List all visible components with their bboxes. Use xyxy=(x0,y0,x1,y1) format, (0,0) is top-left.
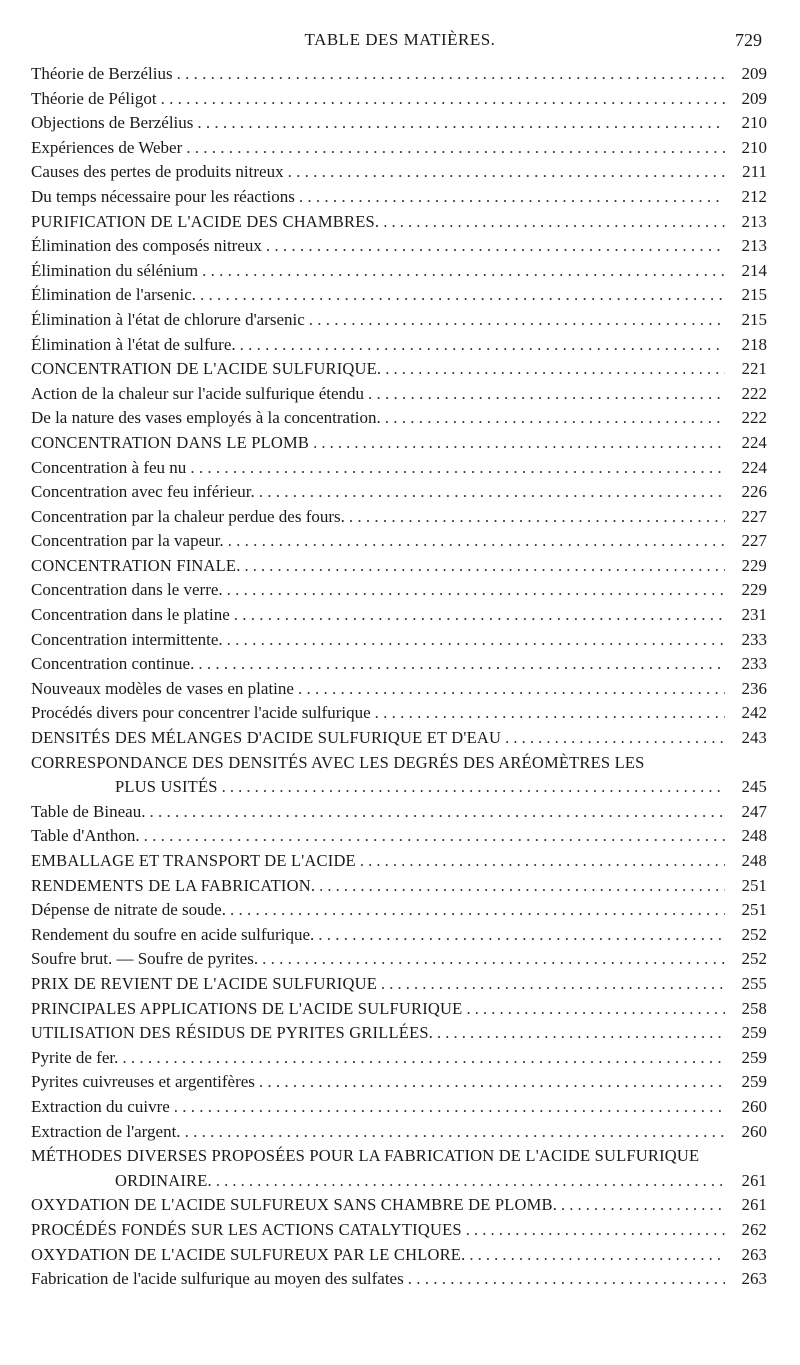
toc-entry-page: 224 xyxy=(741,432,767,452)
running-title: TABLE DES MATIÈRES. xyxy=(304,30,496,49)
dot-leader xyxy=(230,898,725,922)
toc-entry-title: Objections de Berzélius xyxy=(31,113,194,133)
toc-entry-title: Fabrication de l'acide sulfurique au moyen des sulfates xyxy=(31,1269,404,1289)
toc-entry-title: Extraction de l'argent. xyxy=(31,1121,181,1141)
toc-entry-page: 222 xyxy=(741,408,767,428)
dot-leader xyxy=(197,111,725,135)
toc-entry-page: 263 xyxy=(741,1269,767,1289)
toc-entry xyxy=(31,677,767,702)
dot-leader xyxy=(466,1218,725,1242)
toc-entry-page: 260 xyxy=(741,1121,767,1141)
toc-entry xyxy=(31,972,767,997)
dot-leader xyxy=(144,824,725,848)
toc-entry-page: 227 xyxy=(741,506,767,526)
dot-leader xyxy=(381,972,725,996)
toc-entry-page: 236 xyxy=(741,678,767,698)
toc-entry-page: 214 xyxy=(741,260,767,280)
dot-leader xyxy=(259,480,725,504)
toc-entry-title: UTILISATION DES RÉSIDUS DE PYRITES GRILLÉES. xyxy=(31,1023,434,1043)
toc-entry-page: 218 xyxy=(741,334,767,354)
toc-entry xyxy=(31,456,767,481)
toc-entry-continuation xyxy=(31,775,767,800)
toc-entry xyxy=(31,406,767,431)
dot-leader xyxy=(245,554,725,578)
toc-entry-page: 213 xyxy=(741,211,767,231)
toc-entry-page: 259 xyxy=(741,1023,767,1043)
toc-entry-title: Concentration continue. xyxy=(31,654,195,674)
toc-entry-page: 252 xyxy=(741,949,767,969)
dot-leader xyxy=(298,677,725,701)
toc-entry-title: CONCENTRATION DANS LE PLOMB xyxy=(31,432,310,452)
toc-entry-title: PRINCIPALES APPLICATIONS DE L'ACIDE SULFURIQUE xyxy=(31,998,463,1018)
dot-leader xyxy=(288,160,725,184)
toc-entry xyxy=(31,283,767,308)
toc-entry xyxy=(31,1193,767,1218)
toc-entry-title: Concentration par la chaleur perdue des fours. xyxy=(31,506,345,526)
toc-entry xyxy=(31,1144,767,1169)
toc-entry-page: 210 xyxy=(741,137,767,157)
toc-entry xyxy=(31,1218,767,1243)
toc-entry-page: 263 xyxy=(741,1244,767,1264)
dot-leader xyxy=(228,529,725,553)
toc-entry xyxy=(31,997,767,1022)
toc-entry-title: Théorie de Berzélius xyxy=(31,64,173,83)
toc-entry-page: 251 xyxy=(741,900,767,920)
toc-entry-page: 212 xyxy=(741,186,767,206)
toc-entry-page: 259 xyxy=(741,1072,767,1092)
page-header xyxy=(0,30,800,58)
toc-entry-title: PRIX DE REVIENT DE L'ACIDE SULFURIQUE xyxy=(31,973,378,993)
dot-leader xyxy=(190,456,725,480)
toc-entry xyxy=(31,185,767,210)
dot-leader xyxy=(318,923,725,947)
toc-entry-title: CORRESPONDANCE DES DENSITÉS AVEC LES DEGRÉS DES ARÉOMÈTRES LES xyxy=(31,752,645,772)
toc-entry-title: Expériences de Weber xyxy=(31,137,183,157)
toc-entry xyxy=(31,800,767,825)
dot-leader xyxy=(198,652,725,676)
toc-entry-page: 259 xyxy=(741,1047,767,1067)
toc-entry-page: 229 xyxy=(741,580,767,600)
dot-leader xyxy=(469,1243,725,1267)
dot-leader xyxy=(177,62,725,86)
toc-entry-title: Élimination à l'état de sulfure. xyxy=(31,334,236,354)
toc-entry-page: 209 xyxy=(741,88,767,108)
toc-entry xyxy=(31,210,767,235)
dot-leader xyxy=(505,726,725,750)
toc-entry xyxy=(31,1046,767,1071)
dot-leader xyxy=(385,357,725,381)
toc-entry xyxy=(31,652,767,677)
dot-leader xyxy=(561,1193,725,1217)
toc-entry-title: Élimination de l'arsenic. xyxy=(31,285,196,305)
toc-entry xyxy=(31,382,767,407)
toc-entry xyxy=(31,62,767,87)
toc-entry-title: Procédés divers pour concentrer l'acide sulfurique xyxy=(31,703,371,723)
toc-entry-page: 233 xyxy=(741,629,767,649)
dot-leader xyxy=(299,185,725,209)
dot-leader xyxy=(408,1267,725,1291)
toc-entry-title: Pyrites cuivreuses et argentifères xyxy=(31,1072,255,1092)
toc-entry-page: 258 xyxy=(741,998,767,1018)
toc-entry-title: Nouveaux modèles de vases en platine xyxy=(31,678,294,698)
toc-entry xyxy=(31,111,767,136)
toc-entry-title: Concentration dans le platine xyxy=(31,605,230,625)
toc-entry xyxy=(31,1070,767,1095)
toc-entry-title: Table d'Anthon. xyxy=(31,826,140,846)
dot-leader xyxy=(313,431,725,455)
toc-entry-page: 248 xyxy=(741,826,767,846)
toc-entry-page: 222 xyxy=(741,383,767,403)
toc-entry xyxy=(31,1021,767,1046)
toc-entry xyxy=(31,357,767,382)
toc-entry-title: Élimination des composés nitreux xyxy=(31,236,262,256)
toc-entry-page: 211 xyxy=(742,162,767,182)
dot-leader xyxy=(200,283,725,307)
toc-entry-title: MÉTHODES DIVERSES PROPOSÉES POUR LA FABRICATION DE L'ACIDE SULFURIQUE xyxy=(31,1146,700,1166)
toc-entry xyxy=(31,898,767,923)
toc-entry-title: Théorie de Péligot xyxy=(31,88,157,108)
toc-entry xyxy=(31,87,767,112)
toc-entry xyxy=(31,480,767,505)
table-of-contents xyxy=(31,62,767,1292)
toc-entry-page: 221 xyxy=(741,359,767,379)
dot-leader xyxy=(149,800,725,824)
toc-entry-title: Extraction du cuivre xyxy=(31,1096,170,1116)
toc-entry-title: Concentration par la vapeur. xyxy=(31,531,224,551)
dot-leader xyxy=(227,628,725,652)
dot-leader xyxy=(368,382,725,406)
toc-entry xyxy=(31,947,767,972)
toc-entry xyxy=(31,529,767,554)
toc-entry xyxy=(31,554,767,579)
dot-leader xyxy=(309,308,725,332)
toc-entry-page: 224 xyxy=(741,457,767,477)
toc-entry xyxy=(31,160,767,185)
toc-entry-page: 252 xyxy=(741,924,767,944)
toc-entry-continuation xyxy=(31,1169,767,1194)
toc-entry-page: 255 xyxy=(741,973,767,993)
toc-entry xyxy=(31,1243,767,1268)
toc-entry-page: 209 xyxy=(741,64,767,83)
dot-leader xyxy=(360,849,725,873)
toc-entry-page: 227 xyxy=(741,531,767,551)
toc-entry-page: 260 xyxy=(741,1096,767,1116)
toc-entry xyxy=(31,431,767,456)
toc-entry-title: OXYDATION DE L'ACIDE SULFUREUX SANS CHAMBRE DE PLOMB. xyxy=(31,1195,558,1215)
toc-entry xyxy=(31,308,767,333)
toc-entry-title: Concentration intermittente. xyxy=(31,629,223,649)
dot-leader xyxy=(161,87,725,111)
toc-entry-page: 262 xyxy=(741,1219,767,1239)
dot-leader xyxy=(375,701,725,725)
toc-entry xyxy=(31,701,767,726)
toc-entry-title-continuation: ORDINAIRE. xyxy=(115,1170,212,1190)
dot-leader xyxy=(216,1169,725,1193)
dot-leader xyxy=(262,947,725,971)
toc-entry-title: Rendement du soufre en acide sulfurique. xyxy=(31,924,315,944)
toc-entry-title: Concentration dans le verre. xyxy=(31,580,223,600)
dot-leader xyxy=(385,406,725,430)
toc-entry-title: Concentration à feu nu xyxy=(31,457,187,477)
toc-entry-page: 213 xyxy=(741,236,767,256)
toc-entry xyxy=(31,578,767,603)
toc-entry xyxy=(31,234,767,259)
toc-entry-title: Du temps nécessaire pour les réactions xyxy=(31,186,295,206)
toc-entry xyxy=(31,751,767,776)
toc-entry-title: Causes des pertes de produits nitreux xyxy=(31,162,284,182)
dot-leader xyxy=(185,1120,725,1144)
toc-entry xyxy=(31,603,767,628)
toc-entry-page: 233 xyxy=(741,654,767,674)
toc-entry xyxy=(31,726,767,751)
toc-entry xyxy=(31,923,767,948)
toc-entry xyxy=(31,628,767,653)
toc-entry xyxy=(31,1267,767,1292)
toc-entry-page: 242 xyxy=(741,703,767,723)
toc-entry-page: 251 xyxy=(741,875,767,895)
toc-entry-title: PROCÉDÉS FONDÉS SUR LES ACTIONS CATALYTIQUES xyxy=(31,1219,462,1239)
toc-entry-title: Action de la chaleur sur l'acide sulfurique étendu xyxy=(31,383,365,403)
dot-leader xyxy=(186,136,725,160)
dot-leader xyxy=(234,603,725,627)
dot-leader xyxy=(383,210,725,234)
toc-entry xyxy=(31,824,767,849)
toc-entry-page: 215 xyxy=(741,285,767,305)
toc-entry-title-continuation: PLUS USITÉS xyxy=(115,777,218,797)
dot-leader xyxy=(466,997,725,1021)
toc-entry-title: OXYDATION DE L'ACIDE SULFUREUX PAR LE CHLORE. xyxy=(31,1244,466,1264)
toc-entry-title: DENSITÉS DES MÉLANGES D'ACIDE SULFURIQUE ET D'EAU xyxy=(31,728,502,748)
dot-leader xyxy=(122,1046,725,1070)
dot-leader xyxy=(437,1021,725,1045)
toc-entry xyxy=(31,259,767,284)
toc-entry-title: CONCENTRATION DE L'ACIDE SULFURIQUE. xyxy=(31,359,382,379)
dot-leader xyxy=(174,1095,725,1119)
toc-entry xyxy=(31,874,767,899)
toc-entry xyxy=(31,1095,767,1120)
toc-entry-title: Élimination à l'état de chlorure d'arsenic xyxy=(31,309,305,329)
toc-entry-page: 247 xyxy=(741,801,767,821)
toc-entry-page: 261 xyxy=(741,1170,767,1190)
toc-entry xyxy=(31,136,767,161)
toc-entry-page: 243 xyxy=(741,728,767,748)
toc-entry-title: CONCENTRATION FINALE. xyxy=(31,555,241,575)
dot-leader xyxy=(266,234,725,258)
dot-leader xyxy=(202,259,725,283)
toc-entry-page: 229 xyxy=(741,555,767,575)
toc-entry-page: 226 xyxy=(741,482,767,502)
toc-entry-title: Soufre brut. — Soufre de pyrites. xyxy=(31,949,259,969)
toc-entry-page: 245 xyxy=(741,777,767,797)
dot-leader xyxy=(259,1070,725,1094)
toc-entry xyxy=(31,505,767,530)
toc-entry-title: De la nature des vases employés à la concentration. xyxy=(31,408,381,428)
toc-entry xyxy=(31,849,767,874)
toc-entry xyxy=(31,333,767,358)
toc-entry-title: Pyrite de fer. xyxy=(31,1047,119,1067)
toc-entry-page: 215 xyxy=(741,309,767,329)
dot-leader xyxy=(227,578,725,602)
toc-entry-page: 210 xyxy=(741,113,767,133)
toc-entry-title: Élimination du sélénium xyxy=(31,260,199,280)
toc-entry-title: Dépense de nitrate de soude. xyxy=(31,900,226,920)
toc-entry-title: Table de Bineau. xyxy=(31,801,146,821)
dot-leader xyxy=(240,333,725,357)
toc-entry-title: Concentration avec feu inférieur. xyxy=(31,482,255,502)
toc-entry-title: EMBALLAGE ET TRANSPORT DE L'ACIDE xyxy=(31,851,356,870)
dot-leader xyxy=(222,775,725,799)
dot-leader xyxy=(319,874,725,898)
toc-entry xyxy=(31,1120,767,1145)
page-number: 729 xyxy=(735,30,762,50)
toc-entry-page: 261 xyxy=(741,1195,767,1215)
toc-entry-title: PURIFICATION DE L'ACIDE DES CHAMBRES. xyxy=(31,211,380,231)
toc-entry-title: RENDEMENTS DE LA FABRICATION. xyxy=(31,875,316,895)
dot-leader xyxy=(349,505,725,529)
toc-entry-page: 231 xyxy=(741,605,767,625)
toc-entry-page: 248 xyxy=(741,851,767,870)
